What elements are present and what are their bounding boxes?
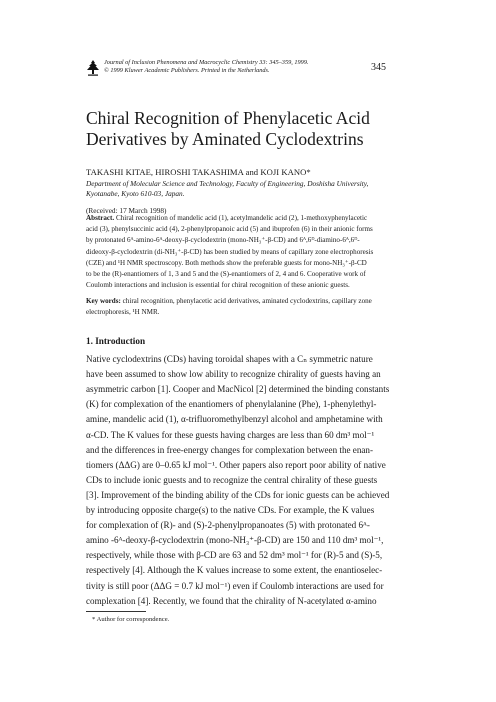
section-heading: 1. Introduction <box>86 336 146 346</box>
body-line: have been assumed to show low ability to recognize chirality of guests having an <box>86 369 381 380</box>
footnote: * Author for correspondence. <box>92 616 170 623</box>
body-line: Native cyclodextrins (CDs) having toroidal shapes with a Cₙ symmetric nature <box>86 354 373 364</box>
body-line: amine, mandelic acid (1), α-trifluoromethylbenzyl alcohol and amphetamine with <box>86 414 383 425</box>
body-line: CDs to include ionic guests and to recognize the central chirality of these guests <box>86 474 378 485</box>
body-line: for complexation of (R)- and (S)-2-phenylpropanoates (5) with protonated 6ᴬ- <box>86 520 370 531</box>
abstract-line: (CZE) and ¹H NMR spectroscopy. Both methods show the preferable guests for mono-NH₃⁺-β-CD <box>86 258 367 267</box>
abstract-line: acid (3), phenylsuccinic acid (4), 2-phenylpropanoic acid (5) and ibuprofen (6) in their anionic forms <box>86 225 373 234</box>
keywords-label: Key words: <box>86 297 121 305</box>
abstract-line: to be the (R)-enantiomers of 1, 3 and 5 and the (S)-enantiomers of 2, 4 and 6. Cooperative work of <box>86 270 366 278</box>
abstract-text: Chiral recognition of mandelic acid (1), acetylmandelic acid (2), 1-methoxyphenylacetic <box>115 214 368 222</box>
abstract-line: by protonated 6ᴬ-amino-6ᴬ-deoxy-β-cyclodextrin (mono-NH₃⁺-β-CD) and 6ᴬ,6ᴰ-diamino-6ᴬ,6ᴰ- <box>86 236 360 245</box>
body-line: respectively, while those with β-CD are 63 and 52 dm³ mol⁻¹ for (R)-5 and (S)-5, <box>86 550 383 561</box>
body-line: tivity is still poor (ΔΔG = 0.7 kJ mol⁻¹) even if Coulomb interactions are used for <box>86 580 384 591</box>
journal-citation: Journal of Inclusion Phenomena and Macrocyclic Chemistry 33: 345–359, 1999. <box>104 59 309 66</box>
authors: TAKASHI KITAE, HIROSHI TAKASHIMA and KOJI KANO* <box>86 167 311 177</box>
title-line: Chiral Recognition of Phenylacetic Acid <box>86 108 370 128</box>
body-line: tiomers (ΔΔG) are 0–0.65 kJ mol⁻¹. Other papers also report poor ability of native <box>86 459 386 470</box>
publisher-tree-logo-icon <box>86 60 100 76</box>
keywords-text: chiral recognition, phenylacetic acid derivatives, aminated cyclodextrins, capillary zone <box>122 297 372 305</box>
body-line: amino -6ᴬ-deoxy-β-cyclodextrin (mono-NH₃⁺-β-CD) are 150 and 110 dm³ mol⁻¹, <box>86 535 384 546</box>
abstract-line: dideoxy-β-cyclodextrin (di-NH₃⁺-β-CD) has been studied by means of capillary zone electrophoresis <box>86 247 374 256</box>
affiliation-line: Department of Molecular Science and Technology, Faculty of Engineering, Doshisha University, <box>86 179 369 188</box>
body-line: asymmetric carbon [1]. Cooper and MacNicol [2] determined the binding constants <box>86 384 390 395</box>
body-line: [3]. Improvement of the binding ability of the CDs for ionic guests can be achieved <box>86 489 390 500</box>
received-date: (Received: 17 March 1998) <box>86 206 167 215</box>
body-line: complexation [4]. Recently, we found that the chirality of N-acetylated α-amino <box>86 595 377 606</box>
footnote-rule <box>86 611 146 612</box>
body-line: by introducing opposite charge(s) to the native CDs. For example, the K values <box>86 505 375 515</box>
body-line: and the differences in free-energy changes for complexation between the enan- <box>86 444 373 455</box>
abstract-label: Abstract. <box>86 214 115 222</box>
body-line: (K) for complexation of the enantiomers of phenylalanine (Phe), 1-phenylethyl- <box>86 399 377 410</box>
keywords-line <box>86 296 372 307</box>
copyright-line: © 1999 Kluwer Academic Publishers. Printed in the Netherlands. <box>104 67 270 74</box>
body-line: α-CD. The K values for these guests having charges are less than 60 dm³ mol⁻¹ <box>86 429 375 440</box>
affiliation-line: Kyotanabe, Kyoto 610-03, Japan. <box>86 188 185 198</box>
paper-title <box>86 108 370 150</box>
body-line: respectively [4]. Although the K values increase to some extent, the enantioselec- <box>86 565 383 576</box>
abstract-line: Coulomb interactions and inclusion is essential for chiral recognition of these anionic guests. <box>86 281 350 290</box>
page-number: 345 <box>371 62 386 73</box>
title-line: Derivatives by Aminated Cyclodextrins <box>86 129 364 149</box>
keywords-line: electrophoresis, ¹H NMR. <box>86 308 160 317</box>
abstract-line <box>86 213 411 224</box>
